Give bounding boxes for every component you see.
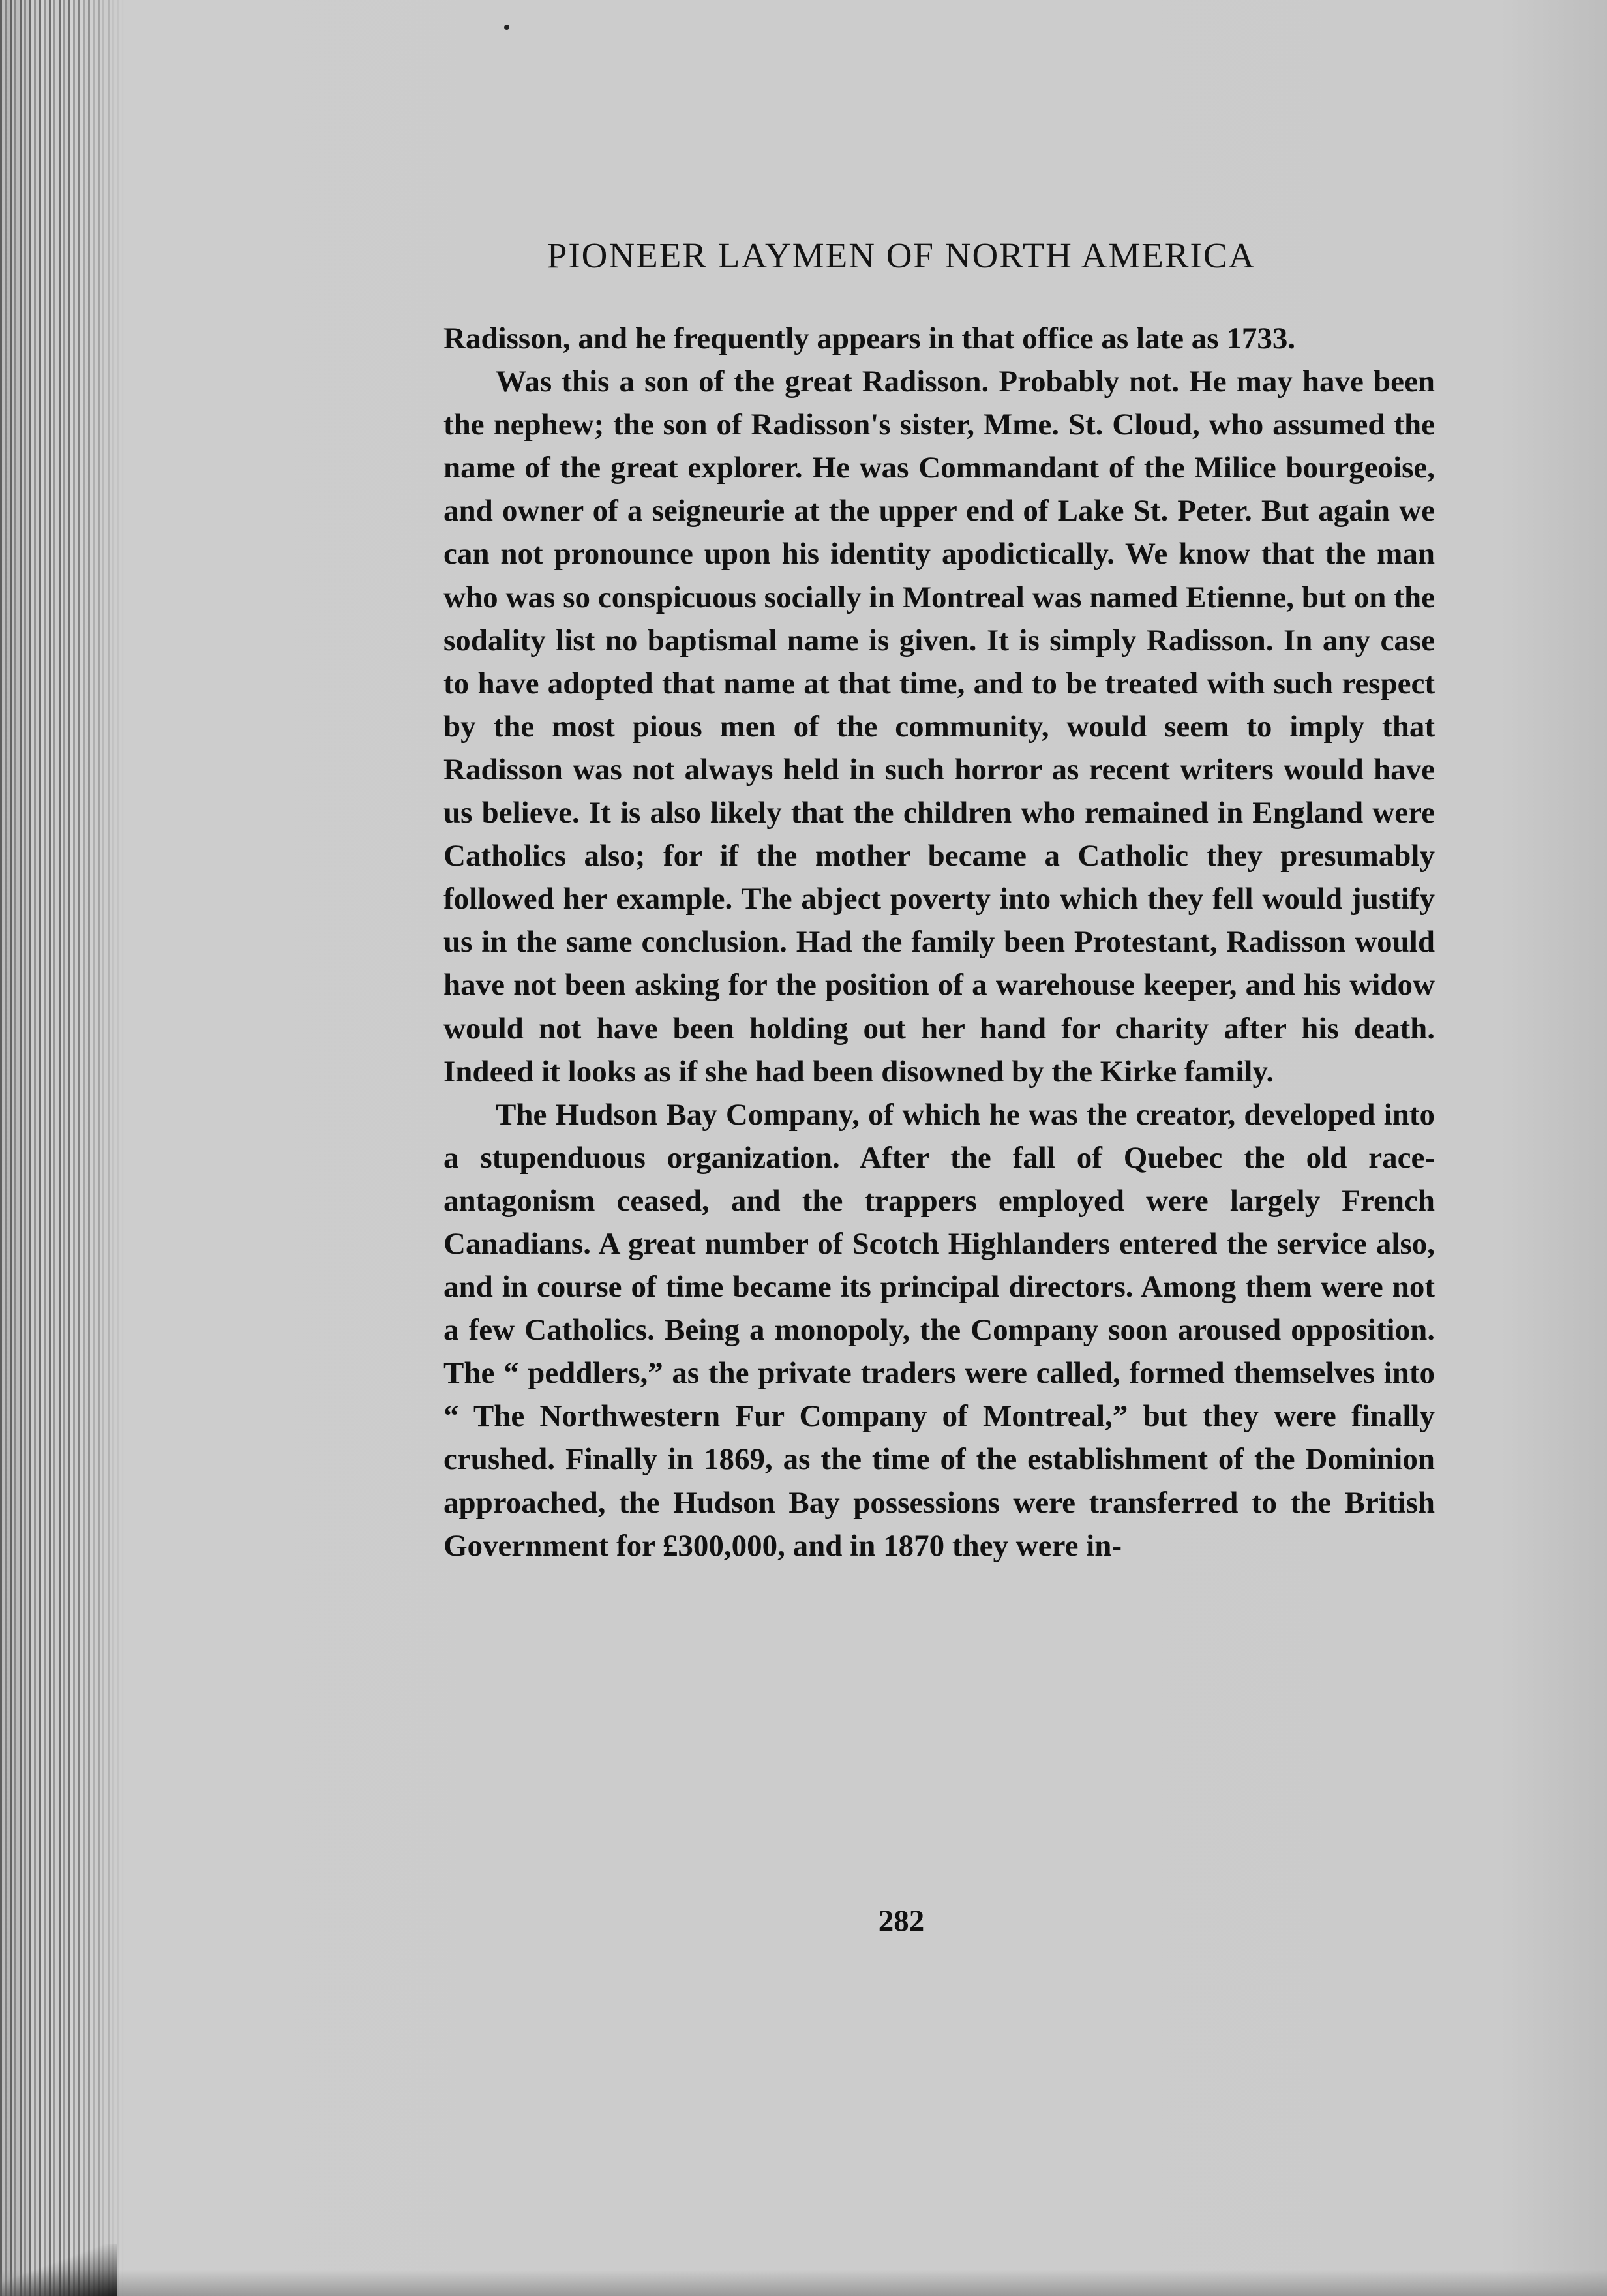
bottom-shadow: [0, 2270, 1607, 2296]
corner-shadow: [0, 2244, 117, 2296]
page-number: 282: [878, 1904, 925, 1938]
paragraph-1: Radisson, and he frequently appears in that office as late as 1733.: [443, 322, 1296, 355]
paragraph-2: Was this a son of the great Radisson. Probably not. He may have been the nephew; the son of Radisson's sister, Mme. St. Cloud, who assumed the name of the great explorer. He was Commandant of the Milice bourgeoise, and owner of a seigneurie at the upper end of Lake St. Peter. But again we can not pronounce upon his identity apodictically. We know that the man who was so conspicuous socially in Montreal was named Etienne, but on the sodality list no baptismal name is given. It is simply Radisson. In any case to have adopted that name at that time, and to be treated with such respect by the most pious men of the community, would seem to imply that Radisson was not always held in such horror as recent writers would have us believe. It is also likely that the children who remained in England were Catholics also; for if the mother became a Catholic they presumably followed her example. The abject poverty into which they fell would justify us in the same conclusion. Had the family been Protestant, Radisson would have not been asking for the position of a warehouse keeper, and his widow would not have been holding out her hand for charity after his death. Indeed it looks as if she had been disowned by the Kirke family.: [443, 365, 1435, 1089]
page-edge-stack: [0, 0, 124, 2296]
running-head: PIONEER LAYMEN OF NORTH AMERICA: [547, 235, 1256, 275]
body-text: [443, 317, 1435, 1567]
paragraph-3: The Hudson Bay Company, of which he was the creator, developed into a stupenduous organization. After the fall of Quebec the old race-antagonism ceased, and the trappers employed were largely French Canadians. A great number of Scotch Highlanders entered the service also, and in course of time became its principal directors. Among them were not a few Catholics. Being a monopoly, the Company soon aroused opposition. The “ peddlers,” as the private traders were called, formed themselves into “ The Northwestern Fur Company of Montreal,” but they were finally crushed. Finally in 1869, as the time of the establishment of the Dominion approached, the Hudson Bay possessions were transferred to the British Government for £300,000, and in 1870 they were in-: [443, 1097, 1435, 1563]
ink-speck: [504, 25, 509, 30]
